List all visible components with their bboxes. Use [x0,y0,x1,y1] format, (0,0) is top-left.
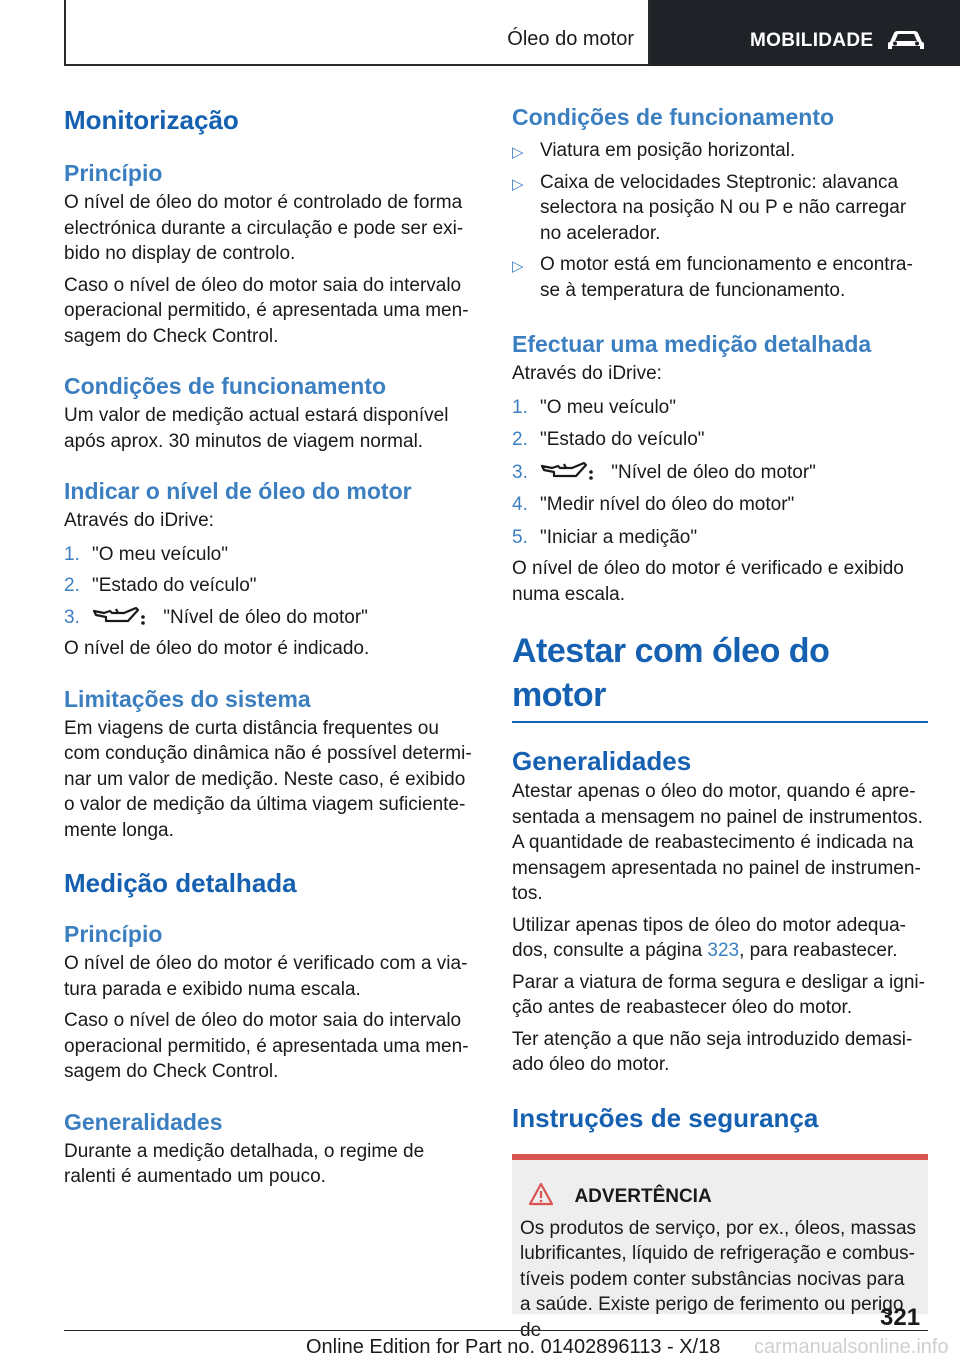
list-number: 4. [512,494,528,515]
numbered-list [64,542,480,631]
page-footer [70,1334,970,1362]
oil-can-icon [92,605,150,627]
heading-efectuar-medicao: Efectuar uma medição detalhada [512,331,872,357]
warning-header [520,1182,920,1208]
bullet-triangle-icon: ▷ [512,175,524,193]
paragraph: Parar a viatura de forma segura e desligar a ignição antes de reabastecer óleo do motor. [512,971,925,1018]
heading-indicar-nivel: Indicar o nível de óleo do motor [64,478,412,504]
footer-edition: Online Edition for Part no. 01402896113 - X/18 [306,1336,721,1358]
paragraph: Durante a medição detalhada, o regime de ralenti é aumentado um pouco. [64,1140,425,1187]
list-text: "Iniciar a medição" [540,526,698,548]
list-item [512,170,928,247]
list-number: 1. [512,396,528,418]
heading-generalidades: Generalidades [512,746,692,776]
paragraph: O nível de óleo do motor é verificado e exibido numa escala. [512,558,904,605]
list-text: "Nível de óleo do motor" [163,606,368,628]
list-text: "Estado do veículo" [540,429,705,450]
header-category-label: MOBILIDADE [750,30,874,51]
list-item [64,573,480,599]
list-number: 3. [512,461,528,483]
paragraph: O nível de óleo do motor é controlado de forma electrónica durante a circulação e pode ser exibido no display de controlo. [64,192,464,264]
list-text: "Nível de óleo do motor" [611,461,816,483]
heading-instrucoes-seguranca: Instruções de segurança [512,1102,819,1133]
list-text: "O meu veículo" [92,543,228,565]
bullet-list [512,138,928,303]
oil-can-icon [540,460,598,482]
list-item [512,395,928,421]
list-number: 2. [512,429,528,450]
paragraph: Através do iDrive: [512,363,662,384]
paragraph: Em viagens de curta distância frequentes ou com condução dinâmica não é possível determinar um valor de medição. Neste caso, é exibido o valor de medição da última viagem suficientemente longa. [64,717,472,841]
paragraph: Um valor de medição actual estará disponível após aprox. 30 minutos de viagem normal. [64,405,449,452]
paragraph [512,913,928,964]
footer-divider [64,1330,928,1331]
list-item [64,542,480,568]
list-text: "Estado do veículo" [92,575,257,596]
list-item [512,460,928,486]
heading-principio: Princípio [64,160,163,186]
section-title-medicao-detalhada: Medição detalhada [64,868,297,898]
list-item [512,525,928,551]
paragraph: Atestar apenas o óleo do motor, quando é apresentada a mensagem no painel de instrumentos. A quantidade de reabastecimento é indicada na mensagem apresentada no painel de instrumentos. [512,781,923,904]
heading-limitacoes: Limitações do sistema [64,685,311,712]
list-item [512,252,928,303]
list-text: Caixa de velocidades Steptronic: alavanca selectora na posição N ou P e não carregar no acelerador. [540,171,907,244]
list-item [512,427,928,453]
paragraph: O nível de óleo do motor é verificado com a viatura parada e exibido numa escala. [64,953,468,1000]
paragraph: Através do iDrive: [64,510,214,531]
section-title-atestar: Atestar com óleo do motor [512,629,928,723]
paragraph-text: Utilizar apenas tipos de óleo do motor adequados, consulte a página [512,914,906,961]
list-number: 1. [64,543,80,565]
section-title-monitorizacao: Monitorização [64,105,239,135]
paragraph: O nível de óleo do motor é indicado. [64,638,370,659]
list-text: "Medir nível do óleo do motor" [540,494,795,515]
paragraph-text: , para reabastecer. [739,940,898,961]
header-category-box [650,0,960,66]
list-item [64,605,480,631]
warning-text: Os produtos de serviço, por ex., óleos, massas lubrificantes, líquido de refrigeração e combustíveis podem conter substâncias nocivas para a saúde. Existe perigo de ferimento ou perigo de [520,1217,917,1341]
list-number: 5. [512,526,528,548]
paragraph: Caso o nível de óleo do motor saia do intervalo operacional permitido, é apresentada uma mensagem do Check Control. [64,274,469,347]
heading-principio: Princípio [64,921,163,947]
list-number: 3. [64,606,80,628]
page-reference-link[interactable]: 323 [707,940,740,961]
warning-title: ADVERTÊNCIA [574,1185,712,1207]
list-item [512,138,928,164]
header-section-box [64,0,650,66]
warning-triangle-icon [528,1182,554,1206]
header-section-title: Óleo do motor [507,28,634,50]
bullet-triangle-icon: ▷ [512,258,524,275]
page-number: 321 [880,1304,921,1331]
paragraph: Ter atenção a que não seja introduzido demasiado óleo do motor. [512,1028,913,1075]
list-text: "O meu veículo" [540,396,676,418]
list-item [512,492,928,518]
page-header [0,0,960,66]
bullet-triangle-icon: ▷ [512,144,524,161]
heading-condicoes: Condições de funcionamento [64,373,387,399]
footer-watermark: carmanualsonline.info [754,1336,949,1358]
heading-generalidades: Generalidades [64,1108,223,1135]
paragraph: Caso o nível de óleo do motor saia do intervalo operacional permitido, é apresentada uma mensagem do Check Control. [64,1010,469,1082]
list-number: 2. [64,575,80,596]
list-text: O motor está em funcionamento e encontra-se à temperatura de funcionamento. [540,254,913,301]
list-text: Viatura em posição horizontal. [540,140,796,161]
left-column [64,96,480,1190]
heading-condicoes: Condições de funcionamento [512,104,835,130]
numbered-list [512,395,928,551]
car-icon [886,28,926,52]
